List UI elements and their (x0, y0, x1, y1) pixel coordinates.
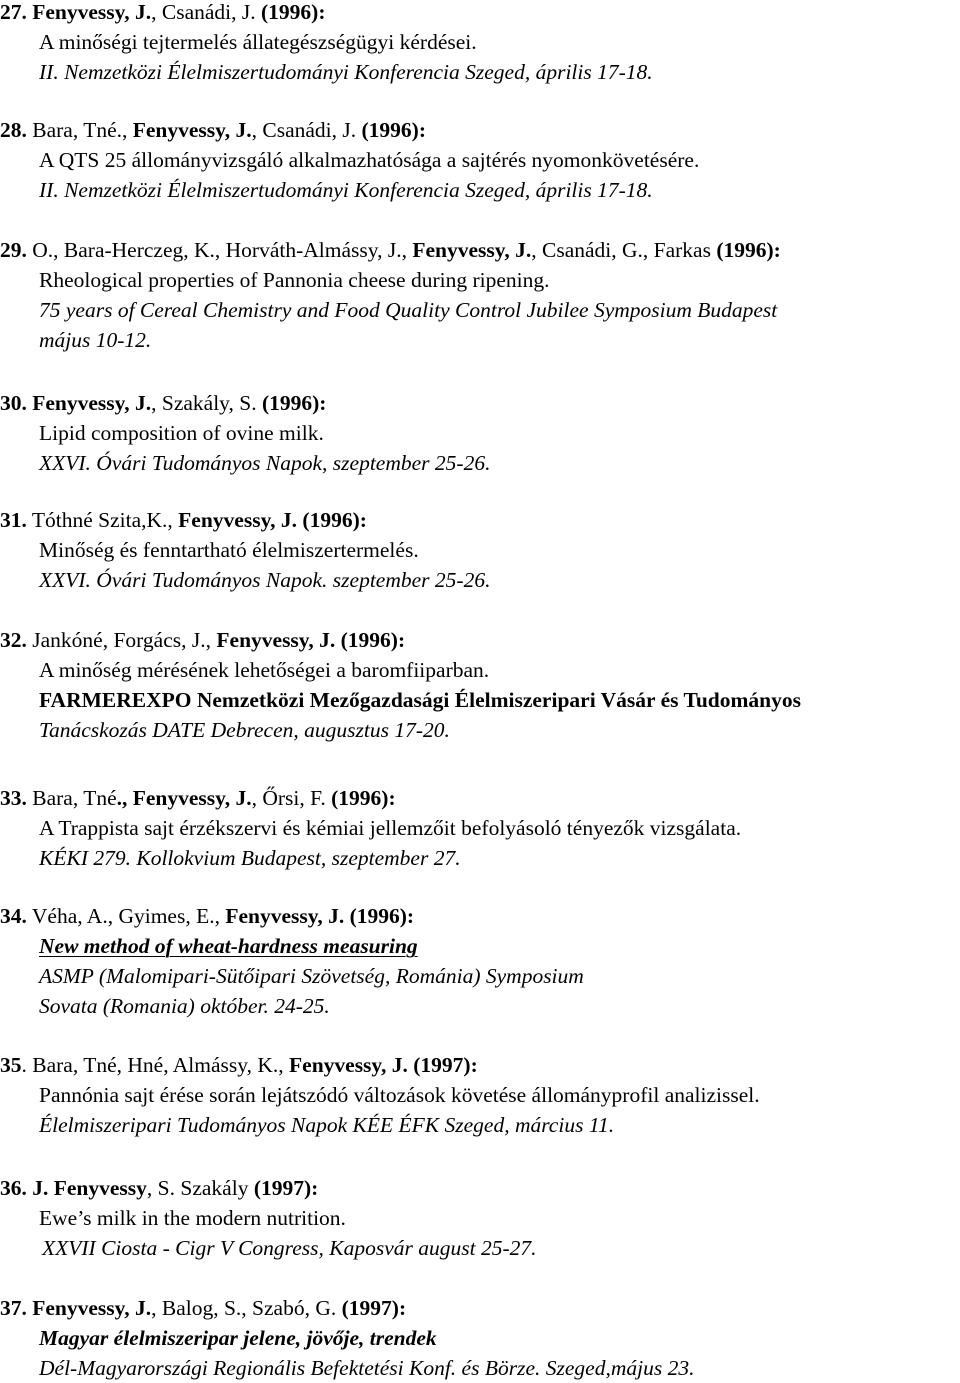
entry-header: 35. Bara, Tné, Hné, Almássy, K., Fenyvessy, J. (1997): (0, 1053, 478, 1077)
entry-header (0, 235, 960, 265)
author-highlight: Fenyvessy, J. (412, 238, 532, 262)
entry-number: 37. (0, 1296, 27, 1320)
author-highlight: J. Fenyvessy (32, 1176, 147, 1200)
entry-title: Pannónia sajt érése során lejátszódó változások követése állományprofil analizissel. (39, 1083, 760, 1107)
entry-year: (1997): (341, 1296, 407, 1320)
author-highlight: ., Fenyvessy, J. (116, 786, 252, 810)
entry-title: Lipid composition of ovine milk. (39, 421, 324, 445)
authors: O., Bara-Herczeg, K., Horváth-Almássy, J., (32, 238, 413, 262)
publication-entry-37 (0, 1293, 960, 1383)
publication-entry-36 (0, 1173, 960, 1263)
authors: Bara, Tné (32, 786, 117, 810)
authors: Jankóné, Forgács, J., (32, 628, 217, 652)
authors: , Balog, S., Szabó, G. (151, 1296, 342, 1320)
author-highlight: Fenyvessy, J. (178, 508, 298, 532)
entry-year: (1996): (261, 391, 327, 415)
publication-entry-35 (0, 1050, 960, 1140)
publication-entry-30 (0, 388, 960, 478)
authors: , Csanádi, G., Farkas (531, 238, 717, 262)
entry-header (0, 1293, 960, 1323)
entry-title: Minőség és fenntartható élelmiszertermelés. (39, 538, 419, 562)
authors: , Szakály, S. (151, 391, 262, 415)
entry-number: 31. (0, 508, 27, 532)
authors: Tóthné Szita,K., (31, 508, 179, 532)
entry-venue: XXVI. Óvári Tudományos Napok. szeptember 25-26. (39, 568, 491, 592)
entry-year: (1996): (716, 238, 781, 262)
entry-venue: XXVI. Óvári Tudományos Napok, szeptember 25-26. (39, 451, 491, 475)
author-highlight: Fenyvessy, J. (32, 391, 152, 415)
author-highlight: Fenyvessy, J. (289, 1053, 408, 1077)
entry-header (0, 115, 960, 145)
entry-venue: ASMP (Malomipari-Sütőipari Szövetség, Románia) Symposium (39, 964, 584, 988)
authors: Bara, Tné., (32, 118, 133, 142)
entry-header (0, 901, 960, 931)
entry-year: (1997): (253, 1176, 319, 1200)
entry-venue: 75 years of Cereal Chemistry and Food Quality Control Jubilee Symposium Budapest (39, 298, 778, 322)
entry-number: 36. (0, 1176, 27, 1200)
publication-entry-33 (0, 783, 960, 873)
entry-header (0, 625, 960, 655)
entry-title: Rheological properties of Pannonia cheese during ripening. (39, 268, 550, 292)
entry-number: 33. (0, 786, 27, 810)
entry-header (0, 505, 960, 535)
entry-title: A minőség mérésének lehetőségei a baromfiiparban. (39, 658, 490, 682)
entry-year: (1996): (361, 118, 426, 142)
author-highlight: Fenyvessy, J. (132, 118, 252, 142)
entry-number: 28. (0, 118, 27, 142)
entry-venue: II. Nemzetközi Élelmiszertudományi Konferencia Szeged, április 17-18. (39, 60, 653, 84)
entry-number: 30. (0, 391, 27, 415)
entry-year: (1996): (349, 904, 415, 928)
entry-header (0, 783, 960, 813)
entry-venue: Tanácskozás DATE Debrecen, augusztus 17-20. (39, 718, 450, 742)
entry-venue: Élelmiszeripari Tudományos Napok KÉE ÉFK Szeged, március 11. (39, 1113, 615, 1137)
entry-year: (1996): (331, 786, 396, 810)
entry-number: 35 (0, 1053, 22, 1077)
entry-year: (1996): (302, 508, 367, 532)
publication-entry-29 (0, 235, 960, 355)
entry-header (0, 388, 960, 418)
entry-number: 29. (0, 238, 27, 262)
entry-venue-event: FARMEREXPO Nemzetközi Mezőgazdasági Élelmiszeripari Vásár és Tudományos (39, 688, 801, 712)
publication-entry-28 (0, 115, 960, 205)
author-highlight: Fenyvessy, J. (32, 0, 152, 24)
authors: , Őrsi, F. (251, 786, 332, 810)
authors: , Csanádi, J. (251, 118, 362, 142)
author-highlight: Fenyvessy, J. (216, 628, 336, 652)
authors: Véha, A., Gyimes, E., (31, 904, 226, 928)
entry-venue: XXVII Ciosta - Cigr V Congress, Kaposvár august 25-27. (42, 1236, 537, 1260)
entry-title: A QTS 25 állományvizsgáló alkalmazhatósága a sajtérés nyomonkövetésére. (39, 148, 700, 172)
author-highlight: Fenyvessy, J. (225, 904, 345, 928)
entry-venue: II. Nemzetközi Élelmiszertudományi Konferencia Szeged, április 17-18. (39, 178, 653, 202)
entry-number: 32. (0, 628, 27, 652)
author-highlight: Fenyvessy, J. (32, 1296, 152, 1320)
entry-number: 34. (0, 904, 27, 928)
entry-year: (1996): (340, 628, 406, 652)
entry-header (0, 0, 960, 27)
publication-entry-32 (0, 625, 960, 745)
publication-entry-34 (0, 901, 960, 1021)
authors: Bara, Tné, Hné, Almássy, K., (32, 1053, 290, 1077)
entry-title: New method of wheat-hardness measuring (39, 934, 418, 958)
entry-title: Ewe’s milk in the modern nutrition. (39, 1206, 346, 1230)
publication-entry-27 (0, 0, 960, 87)
authors: , Csanádi, J. (151, 0, 261, 24)
entry-venue: KÉKI 279. Kollokvium Budapest, szeptember 27. (39, 846, 461, 870)
entry-venue: Dél-Magyarországi Regionális Befektetési Konf. és Börze. Szeged,május 23. (39, 1356, 695, 1380)
entry-year: (1996): (261, 0, 326, 24)
authors: , S. Szakály (146, 1176, 254, 1200)
entry-number: 27. (0, 0, 27, 24)
entry-title: A minőségi tejtermelés állategészségügyi kérdései. (39, 30, 477, 54)
entry-venue-continued: május 10-12. (39, 328, 152, 352)
entry-venue-continued: Sovata (Romania) október. 24-25. (39, 994, 330, 1018)
entry-header (0, 1173, 960, 1203)
entry-title: A Trappista sajt érzékszervi és kémiai jellemzőit befolyásoló tényezők vizsgálata. (39, 816, 742, 840)
entry-year: (1997): (413, 1053, 478, 1077)
entry-title: Magyar élelmiszeripar jelene, jövője, trendek (39, 1326, 437, 1350)
publication-entry-31 (0, 505, 960, 595)
